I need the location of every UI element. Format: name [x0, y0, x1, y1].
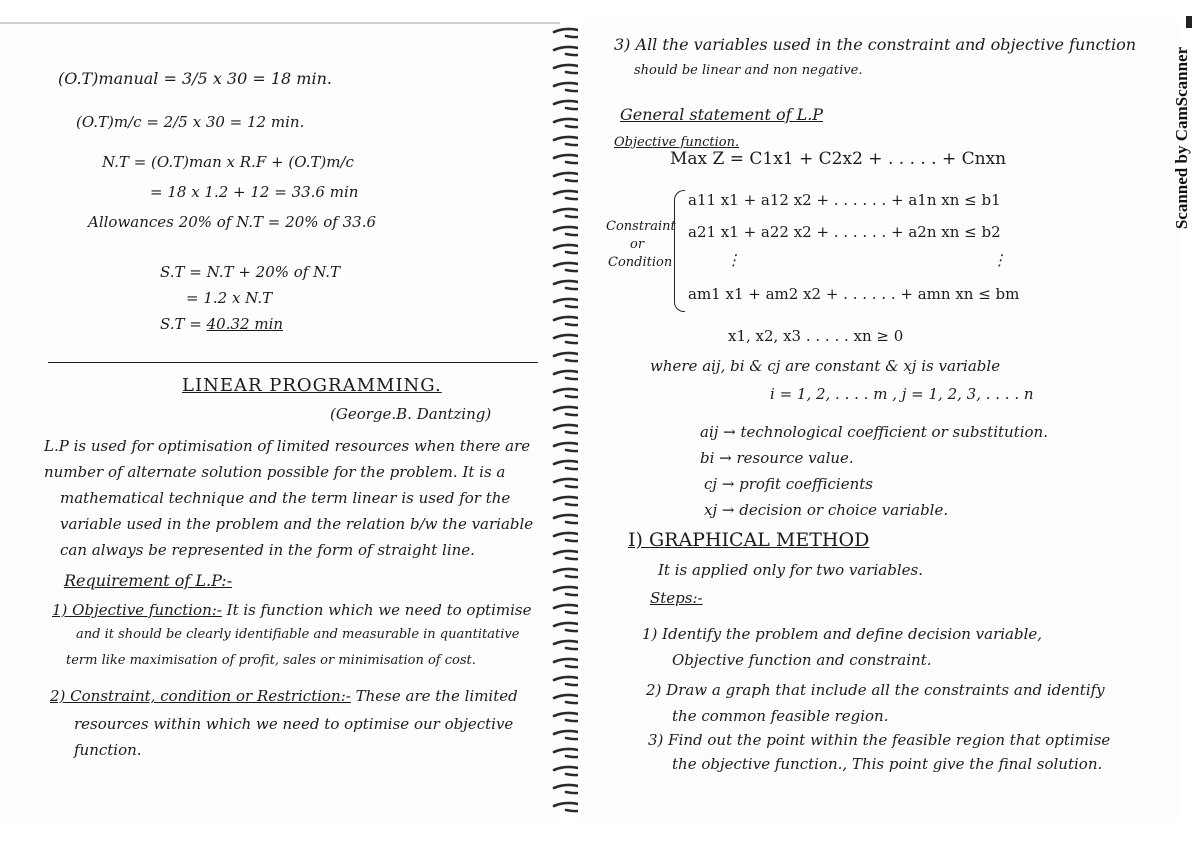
intro-line-4: variable used in the problem and the relation b/w the variable [60, 515, 534, 533]
constraint-brace [674, 190, 685, 312]
step-3-line-2: the objective function., This point give the final solution. [672, 755, 1103, 773]
requirement-1-line-1: It is function which we need to optimise [226, 601, 532, 619]
requirement-1-title: 1) Objective function:- [52, 601, 222, 619]
graphical-method-heading-text: I) GRAPHICAL METHOD [628, 529, 870, 551]
requirement-1-line-2: and it should be clearly identifiable and measurable in quantitative [76, 627, 520, 642]
requirement-2-title: 2) Constraint, condition or Restriction:- [50, 687, 351, 705]
requirement-1 [52, 602, 531, 619]
ot-manual-line: (O.T)manual = 3/5 x 30 = 18 min. [58, 69, 332, 88]
where-line: where aij, bi & cj are constant & xj is variable [650, 357, 1001, 375]
steps-heading: Steps:- [650, 589, 703, 607]
requirement-2-line-2: resources within which we need to optimise our objective [74, 715, 514, 733]
camscanner-watermark [1170, 18, 1194, 258]
requirement-1-line-3: term like maximisation of profit, sales or minimisation of cost. [66, 653, 476, 668]
constraint-label-3: Condition [608, 255, 673, 270]
constraint-2: a21 x1 + a22 x2 + . . . . . . + a2n xn ≤ b2 [688, 223, 1001, 241]
general-statement-heading: General statement of L.P [620, 105, 824, 124]
step-2-line-1: 2) Draw a graph that include all the constraints and identify [646, 681, 1105, 699]
non-negativity-constraint: x1, x2, x3 . . . . . xn ≥ 0 [728, 327, 904, 345]
definition-xj: xj → decision or choice variable. [704, 501, 949, 519]
standard-time-value: 40.32 min [206, 315, 284, 333]
constraint-ellipsis-right: ⋮ [992, 251, 1007, 269]
step-3-line-1: 3) Find out the point within the feasible region that optimise [648, 731, 1111, 749]
standard-time-label: S.T = [160, 315, 202, 333]
graphical-method-heading [628, 530, 869, 551]
constraint-m: am1 x1 + am2 x2 + . . . . . . + amn xn ≤ bm [688, 285, 1020, 303]
standard-time-formula: S.T = N.T + 20% of N.T [160, 263, 341, 281]
normal-time-value: = 18 x 1.2 + 12 = 33.6 min [150, 183, 359, 201]
lp-author: (George.B. Dantzing) [330, 405, 492, 423]
section-divider [48, 362, 538, 363]
camscanner-watermark-text: Scanned by CamScanner [1172, 46, 1191, 230]
objective-function-equation: Max Z = C1x1 + C2x2 + . . . . . + Cnxn [670, 149, 1007, 169]
allowances-line: Allowances 20% of N.T = 20% of 33.6 [88, 213, 377, 231]
intro-line-1: L.P is used for optimisation of limited resources when there are [44, 437, 531, 455]
requirement-2 [50, 688, 518, 705]
requirement-2-line-1: These are the limited [355, 687, 518, 705]
requirement-3-line-1: 3) All the variables used in the constraint and objective function [614, 35, 1137, 54]
step-1-line-2: Objective function and constraint. [672, 651, 932, 669]
index-range-line: i = 1, 2, . . . . m , j = 1, 2, 3, . . . . n [770, 385, 1034, 403]
constraint-label-2: or [630, 237, 645, 252]
definition-cj: cj → profit coefficients [704, 475, 873, 493]
constraint-1: a11 x1 + a12 x2 + . . . . . . + a1n xn ≤ b1 [688, 191, 1001, 209]
intro-line-2: number of alternate solution possible for the problem. It is a [44, 463, 506, 481]
constraint-label-1: Constraint [606, 219, 676, 234]
objective-function-label: Objective function. [614, 135, 740, 150]
right-notebook-page [578, 22, 1178, 822]
normal-time-formula: N.T = (O.T)man x R.F + (O.T)m/c [102, 153, 354, 171]
graphical-method-note: It is applied only for two variables. [658, 561, 923, 579]
standard-time-simplified: = 1.2 x N.T [186, 289, 273, 307]
definition-aij: aij → technological coefficient or substitution. [700, 423, 1048, 441]
constraint-ellipsis: ⋮ [726, 251, 741, 269]
definition-bi: bi → resource value. [700, 449, 854, 467]
standard-time-result [160, 316, 283, 333]
step-1-line-1: 1) Identify the problem and define decision variable, [642, 625, 1043, 643]
intro-line-3: mathematical technique and the term linear is used for the [60, 489, 511, 507]
requirement-3-line-2: should be linear and non negative. [634, 63, 863, 78]
intro-line-5: can always be represented in the form of straight line. [60, 541, 475, 559]
lp-title: LINEAR PROGRAMMING. [182, 375, 442, 396]
ot-machine-line: (O.T)m/c = 2/5 x 30 = 12 min. [76, 113, 305, 131]
requirement-heading: Requirement of L.P:- [64, 571, 233, 590]
left-notebook-page [0, 22, 560, 824]
requirement-2-line-3: function. [74, 741, 142, 759]
step-2-line-2: the common feasible region. [672, 707, 889, 725]
